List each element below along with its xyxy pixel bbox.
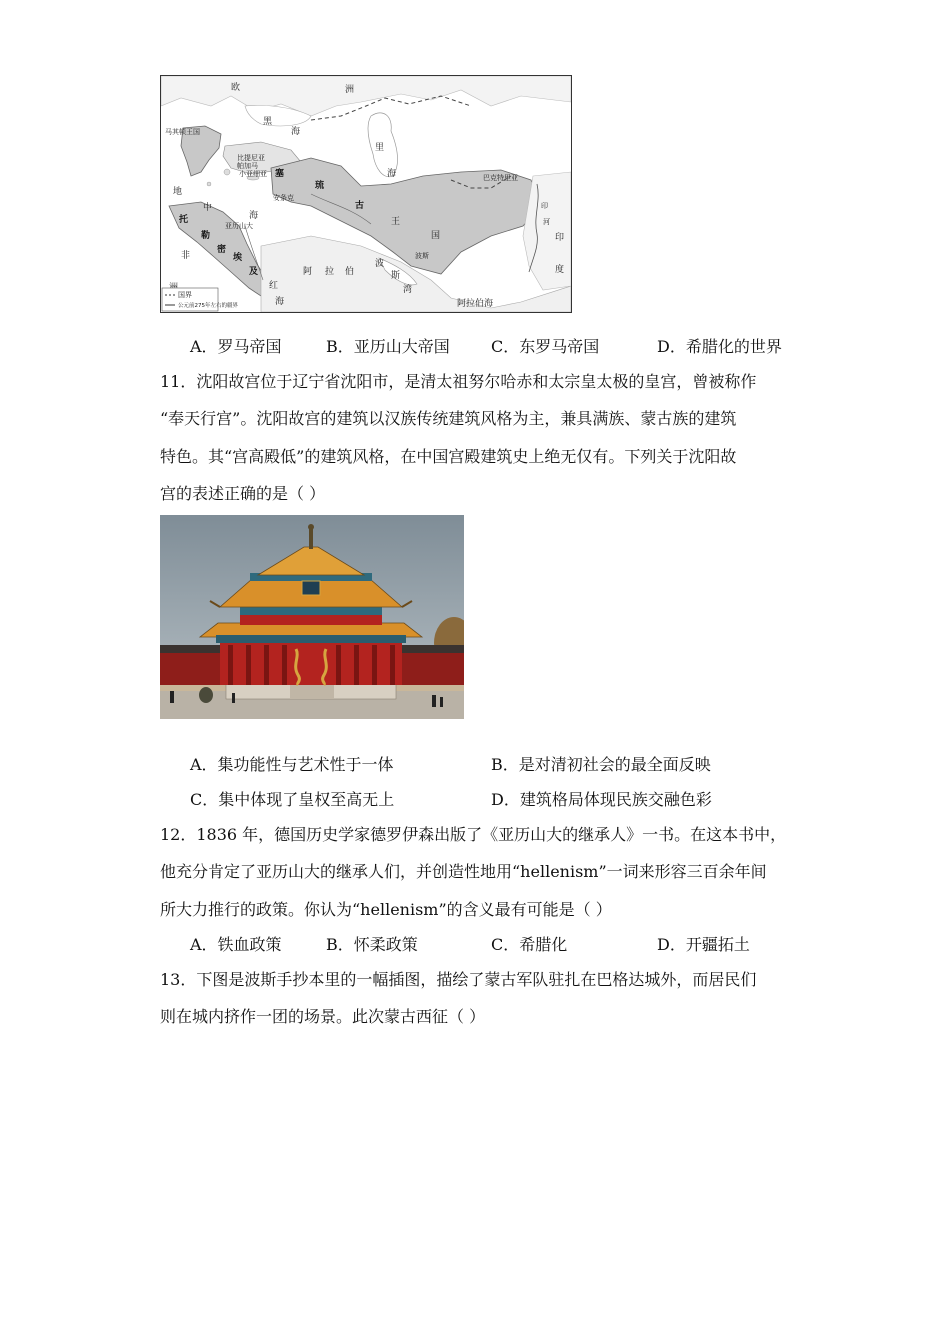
q10-option-c[interactable]: C．东罗马帝国: [491, 337, 600, 356]
map-label-med-1: 地: [173, 187, 183, 197]
q12-option-c[interactable]: C．希腊化: [491, 935, 568, 954]
map-label-med-2: 中: [203, 203, 213, 213]
map-label-pergamon: 帕加马: [237, 162, 258, 170]
palace-photo-svg: [160, 515, 464, 719]
map-label-macedonia: 马其顿王国: [165, 128, 200, 136]
map-label-med-3: 海: [249, 211, 259, 221]
map-label-asia-minor: 小亚细亚: [239, 170, 267, 178]
q11-option-b[interactable]: B．是对清初社会的最全面反映: [491, 755, 711, 774]
map-label-seleucid-5: 国: [431, 231, 441, 241]
q12-stem-line-3: 所大力推行的政策。你认为“hellenism”的含义最有可能是（ ）: [160, 900, 612, 919]
map-label-europe-2: 洲: [345, 85, 355, 95]
q11-option-c[interactable]: C．集中体现了皇权至高无上: [190, 790, 395, 809]
q11-stem-line-1: 11．沈阳故宫位于辽宁省沈阳市，是清太祖努尔哈赤和太宗皇太极的皇宫，曾被称作: [160, 372, 757, 391]
map-label-seleucid-1: 塞: [275, 169, 285, 179]
q11-stem-line-4: 宫的表述正确的是（ ）: [160, 484, 326, 503]
map-label-ptolemy-5: 及: [249, 267, 259, 277]
q13-stem-line-2: 则在城内挤作一团的场景。此次蒙古西征（ ）: [160, 1007, 486, 1026]
map-label-indus-1: 印: [541, 202, 548, 210]
map-label-ptolemy-4: 埃: [233, 253, 243, 263]
q10-option-b[interactable]: B．亚历山大帝国: [326, 337, 450, 356]
hellenistic-map-svg: [161, 76, 571, 312]
q12-option-b[interactable]: B．怀柔政策: [326, 935, 418, 954]
map-label-africa-1: 非: [181, 251, 191, 261]
map-label-arabia-1: 阿: [303, 267, 313, 277]
q11-option-a[interactable]: A．集功能性与艺术性于一体: [190, 755, 394, 774]
map-label-arabian-sea: 阿拉伯海: [457, 299, 494, 309]
map-label-ptolemy-1: 托: [179, 215, 189, 225]
map-label-india-2: 度: [555, 265, 565, 275]
q12-stem-line-2: 他充分肯定了亚历山大的继承人们，并创造性地用“hellenism”一词来形容三百余年间: [160, 862, 767, 881]
map-label-persian-gulf-1: 波: [375, 259, 385, 269]
map-label-red-sea-2: 海: [275, 297, 285, 307]
q12-option-d[interactable]: D．开疆拓土: [657, 935, 750, 954]
map-label-antioch: 安条克: [273, 194, 294, 202]
q10-option-d[interactable]: D．希腊化的世界: [657, 337, 782, 356]
map-label-europe-1: 欧: [231, 83, 241, 93]
map-legend-kingdom: 公元前275年左右的疆界: [178, 303, 238, 309]
map-label-caspian-1: 里: [375, 143, 385, 153]
map-label-gulf: 湾: [403, 285, 413, 295]
map-label-black-sea-2: 海: [291, 127, 301, 137]
map-label-seleucid-4: 王: [391, 217, 401, 227]
map-label-ptolemy-2: 勒: [201, 231, 211, 241]
q11-stem-line-3: 特色。其“宫高殿低”的建筑风格，在中国宫殿建筑史上绝无仅有。下列关于沈阳故: [160, 447, 737, 466]
map-label-caspian-2: 海: [387, 169, 397, 179]
map-label-india-1: 印: [555, 233, 565, 243]
q11-stem-line-2: “奉天行宫”。沈阳故宫的建筑以汉族传统建筑风格为主，兼具满族、蒙古族的建筑: [160, 409, 737, 428]
q12-option-a[interactable]: A．铁血政策: [190, 935, 282, 954]
q10-option-a[interactable]: A．罗马帝国: [190, 337, 282, 356]
map-label-bithynia: 比提尼亚: [237, 154, 265, 162]
q12-stem-line-1: 12．1836 年，德国历史学家德罗伊森出版了《亚历山大的继承人》一书。在这本书中，: [160, 825, 787, 844]
map-label-ptolemy-3: 密: [217, 245, 227, 255]
map-label-red-sea-1: 红: [269, 281, 279, 291]
map-label-bactria: 巴克特里亚: [483, 174, 518, 182]
map-label-arabia-3: 伯: [345, 267, 355, 277]
q11-option-d[interactable]: D．建筑格局体现民族交融色彩: [491, 790, 712, 809]
map-label-seleucid-2: 琉: [315, 181, 325, 191]
map-label-alexandria: 亚历山大: [225, 222, 253, 230]
map-label-persian-gulf-2: 斯: [391, 271, 401, 281]
map-label-indus-2: 河: [543, 218, 550, 226]
map-label-black-sea-1: 黑: [263, 117, 273, 127]
q13-stem-line-1: 13．下图是波斯手抄本里的一幅插图，描绘了蒙古军队驻扎在巴格达城外，而居民们: [160, 970, 757, 989]
map-legend-border: 国界: [178, 291, 192, 299]
hellenistic-map-figure: [160, 75, 572, 313]
map-label-persia: 波斯: [415, 252, 429, 260]
shenyang-palace-photo: [160, 515, 464, 719]
map-label-seleucid-3: 古: [355, 201, 365, 211]
map-label-arabia-2: 拉: [325, 267, 335, 277]
